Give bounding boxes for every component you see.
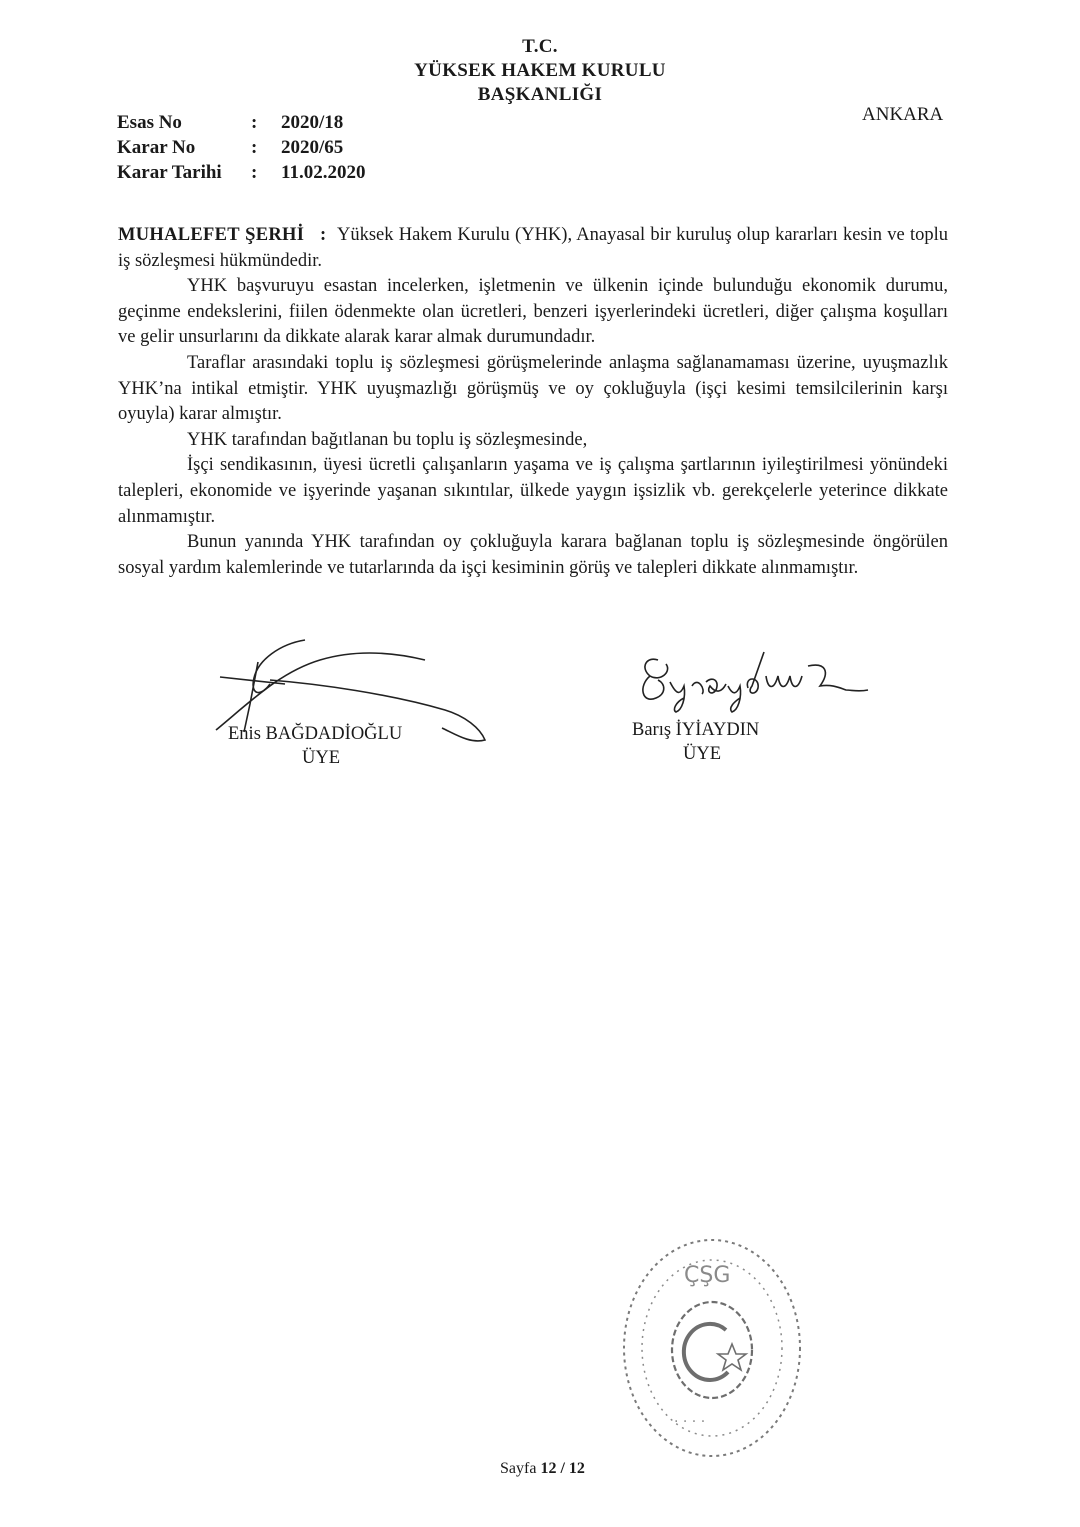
header-institution: YÜKSEK HAKEM KURULU — [414, 60, 666, 81]
page-prefix: Sayfa — [500, 1460, 537, 1477]
right-signatory-role: ÜYE — [683, 744, 722, 764]
meta-karar-label: Karar No — [117, 137, 196, 158]
paragraph-6: Bunun yanında YHK tarafından oy çokluğuyla karara bağlanan toplu iş sözleşmesinde öngörülen sosyal yardım kalemlerinde ve tutarlarında da işçi kesiminin görüş ve talepleri dikkate alınmamıştır. — [118, 532, 948, 578]
svg-text:ÇŞG: ÇŞG — [684, 1263, 731, 1288]
page-number-value: 12 / 12 — [540, 1460, 585, 1477]
meta-esas-value: 2020/18 — [281, 112, 344, 133]
page-number — [500, 1460, 585, 1478]
paragraph-5: İşçi sendikasının, üyesi ücretli çalışanların yaşama ve iş çalışma şartlarının iyileştirilmesi yönündeki talepleri, ekonomide ve işyerinde yaşanan sıkıntılar, ülkede yaygın işsizlik vb. gerekçelerle yeterince dikkate alınmamıştır. — [118, 455, 948, 527]
header-presidency: BAŞKANLIĞI — [477, 84, 603, 105]
paragraph-1 — [118, 223, 948, 274]
paragraph-2: YHK başvuruyu esastan incelerken, işletmenin ve ülkenin içinde bulunduğu ekonomik durumu, geçinme endekslerini, fiilen ödenmekte olan ücretleri, benzeri işyerlerindeki ücretleri, diğer çalışma koşulları ve gelir unsurlarını da dikkate alarak karar almak durumundadır. — [118, 276, 948, 348]
meta-tarih-value: 11.02.2020 — [281, 162, 366, 183]
paragraph-3: Taraflar arasındaki toplu iş sözleşmesi görüşmelerinde anlaşma sağlanamaması üzerine, uyuşmazlık YHK’na intikal etmiştir. YHK uyuşmazlığı görüşmüş ve oy çokluğuyla (işçi kesimi temsilcilerinin karşı oyuyla) karar almıştır. — [118, 352, 948, 425]
handwritten-signature-icon — [636, 646, 896, 716]
meta-tarih-label: Karar Tarihi — [117, 162, 222, 183]
header-city: ANKARA — [862, 104, 944, 125]
document-body — [118, 223, 948, 581]
left-signatory-name: Enis BAĞDADİOĞLU — [228, 724, 403, 744]
meta-separator: : — [251, 112, 258, 133]
lead-separator: : — [319, 225, 327, 245]
left-signatory-role: ÜYE — [302, 748, 341, 768]
meta-separator: : — [251, 137, 258, 158]
official-seal-icon — [614, 1226, 814, 1471]
meta-esas-label: Esas No — [117, 112, 182, 133]
meta-separator: : — [251, 162, 258, 183]
right-signatory-name: Barış İYİAYDIN — [632, 720, 760, 740]
paragraph-4: YHK tarafından bağıtlanan bu toplu iş sözleşmesinde, — [187, 429, 588, 450]
meta-karar-value: 2020/65 — [281, 137, 344, 158]
paragraph-1-text: Yüksek Hakem Kurulu (YHK), Anayasal bir kuruluş olup kararları kesin ve toplu iş sözleşmesi hükmündedir. — [118, 225, 949, 271]
svg-text:· · · ·: · · · · — [674, 1414, 706, 1430]
lead-label: MUHALEFET ŞERHİ — [118, 225, 305, 245]
header-tc: T.C. — [522, 36, 558, 57]
